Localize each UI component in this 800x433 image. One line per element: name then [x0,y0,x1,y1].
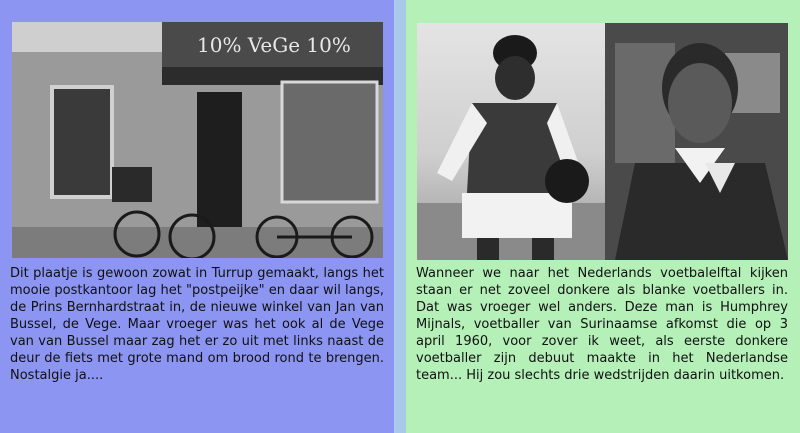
vege-shop-illustration [12,22,383,258]
footballer-action-photo [417,23,605,260]
shop-caption: Dit plaatje is gewoon zowat in Turrup gemaakt, langs het mooie postkantoor lag het "postpeijke" en daar wil langs, de Prins Bernhardstraat in, de nieuwe winkel van Jan van Bussel, de Vege. Maar vroeger was het ook al de Vege van van Bussel maar zag het er zo uit met links naast de deur de fiets met grote mand om brood rond te brengen. Nostalgie ja.... [10,266,384,383]
vege-shop-photo [12,22,383,258]
footballer-caption: Wanneer we naar het Nederlands voetbalelftal kijken staan er net zoveel donkere als blanke voetballers in. Dat was vroeger wel anders. Deze man is Humphrey Mijnals, voetballer van Surinaamse afkomst die op 3 april 1960, voor zover ik weet, als eerste donkere voetballer zijn debuut maakte in het Nederlandse team... Hij zou slechts drie wedstrijden daarin uitkomen. [416,266,788,383]
footballer-with-ball-illustration [417,23,605,260]
shop-sign-text: 10% VeGe 10% [197,33,351,57]
footballer-portrait-photo [605,23,788,260]
footballer-portrait-illustration [605,23,788,260]
panel-divider [394,0,406,433]
